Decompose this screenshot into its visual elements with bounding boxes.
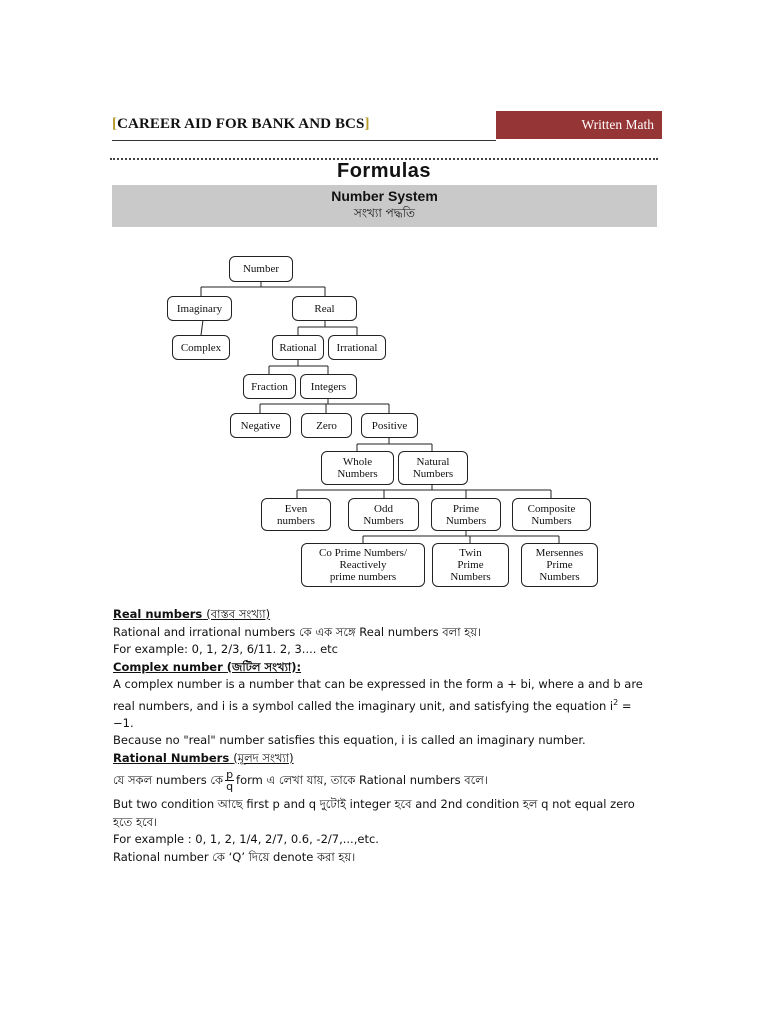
section-title: Number System (331, 188, 438, 204)
rational-heading-text: Rational Numbers (113, 750, 230, 765)
node-irrational: Irrational (328, 335, 386, 360)
node-integers: Integers (300, 374, 357, 399)
node-positive: Positive (361, 413, 418, 438)
node-twin-prime-numbers: Twin Prime Numbers (432, 543, 509, 587)
bracket-close: ] (364, 116, 370, 132)
complex-number-heading (113, 659, 653, 677)
node-prime-numbers: Prime Numbers (431, 498, 501, 531)
real-line-1: Rational and irrational numbers কে এক সঙ্গে Real numbers বলা হয়। (113, 624, 482, 639)
fraction-denominator: q (226, 780, 234, 794)
fraction-numerator: p (226, 768, 234, 782)
rational-line-1-start: যে সকল numbers কে (113, 773, 224, 788)
rational-numbers-heading (113, 750, 653, 768)
node-zero: Zero (301, 413, 352, 438)
node-co-prime-numbers: Co Prime Numbers/ Reactively prime numbers (301, 543, 425, 587)
rational-line-4: Rational number কে ‘Q’ দিয়ে denote করা হয়। (113, 849, 356, 864)
complex-heading-text: Complex number (113, 659, 223, 674)
real-line-2: For example: 0, 1, 2/3, 6/11. 2, 3.... etc (113, 642, 338, 656)
node-composite-numbers: Composite Numbers (512, 498, 591, 531)
node-odd-numbers: Odd Numbers (348, 498, 419, 531)
complex-heading-bn: (জটিল সংখ্যা): (226, 659, 302, 674)
content-body (113, 606, 653, 866)
rational-line-1-end: form এ লেখা যায়, তাকে Rational numbers বলে। (236, 773, 488, 788)
superscript-2: 2 (613, 697, 619, 707)
complex-line-2 (113, 694, 653, 733)
complex-line-2-end: = −1. (113, 698, 632, 730)
header-title-text: CAREER AID FOR BANK AND BCS (117, 116, 365, 132)
rational-line-1 (113, 769, 653, 792)
complex-line-2-text: real numbers, and i is a symbol called the imaginary unit, and satisfying the equation i (113, 698, 614, 713)
rational-heading-bn: (মূলদ সংখ্যা) (233, 750, 294, 765)
node-complex: Complex (172, 335, 230, 360)
node-negative: Negative (230, 413, 291, 438)
node-number: Number (229, 256, 293, 282)
node-natural-numbers: Natural Numbers (398, 451, 468, 485)
rational-line-2: But two condition আছে first p and q দুটোই integer হবে and 2nd condition হল q not equal zero হতে হবে। (113, 797, 635, 829)
node-mersennes-prime-numbers: Mersennes Prime Numbers (521, 543, 598, 587)
rational-line-3: For example : 0, 1, 2, 1/4, 2/7, 0.6, -2/7,...,etc. (113, 832, 379, 847)
node-fraction: Fraction (243, 374, 296, 399)
real-heading-bn: (বাস্তব সংখ্যা) (206, 607, 271, 621)
real-numbers-heading (113, 606, 653, 624)
section-subtitle: সংখ্যা পদ্ধতি (353, 206, 416, 220)
node-even-numbers: Even numbers (261, 498, 331, 531)
complex-line-1: A complex number is a number that can be expressed in the form a + bi, where a and b are (113, 677, 643, 691)
node-rational: Rational (272, 335, 324, 360)
node-real: Real (292, 296, 357, 321)
complex-line-3: Because no "real" number satisfies this equation, i is called an imaginary number. (113, 733, 586, 748)
bracket-open: [ (112, 116, 118, 132)
node-imaginary: Imaginary (167, 296, 232, 321)
real-heading-text: Real numbers (113, 607, 203, 621)
node-whole-numbers: Whole Numbers (321, 451, 394, 485)
header-tag: Written Math (496, 111, 662, 139)
p-over-q-fraction (225, 769, 234, 792)
page-title: Formulas (336, 160, 432, 182)
